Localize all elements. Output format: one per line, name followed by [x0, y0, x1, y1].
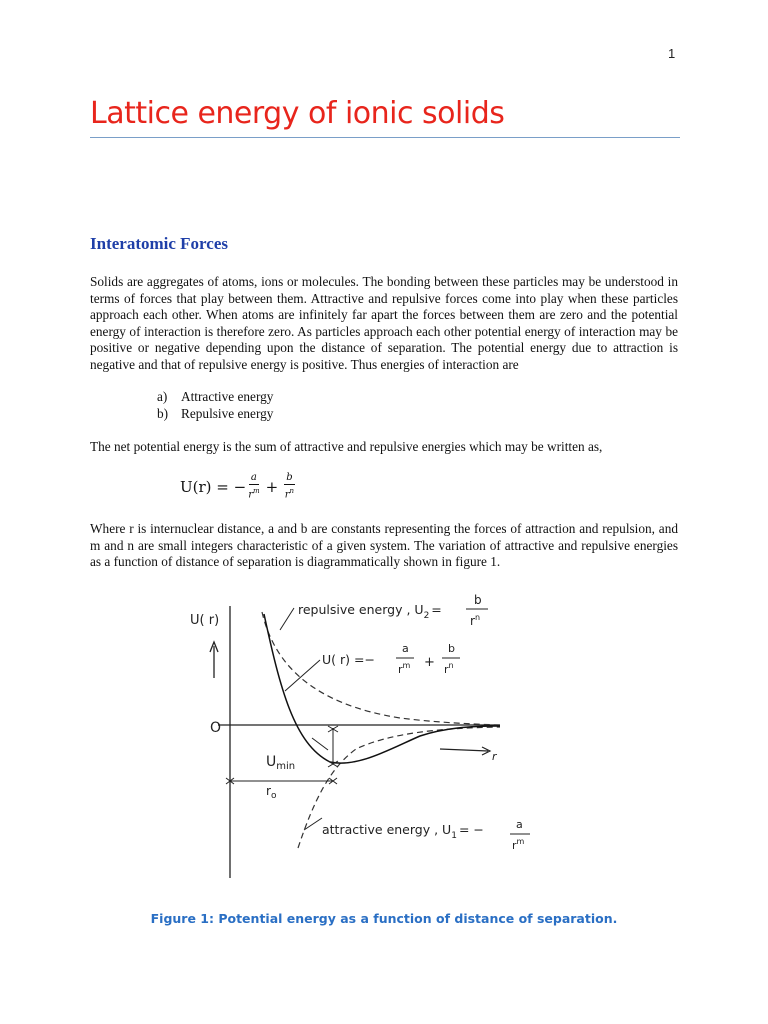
fraction-denominator: $r^m$: [248, 487, 260, 501]
energy-list: [157, 389, 273, 422]
list-item-text: Attractive energy: [181, 389, 274, 404]
umin-label: $U_{min}$: [266, 754, 296, 772]
x-axis-label: r: [492, 750, 497, 763]
net-leader-line: [285, 660, 320, 691]
r-arrow-icon: [440, 749, 488, 751]
net-fraction-a-denominator: $r^m$: [398, 661, 411, 676]
section-heading: Interatomic Forces: [90, 234, 228, 253]
fraction-denominator: $r^n$: [284, 487, 295, 501]
list-item: [157, 406, 273, 423]
fraction-repulsive: [284, 472, 294, 501]
fraction-numerator: a: [250, 472, 257, 484]
origin-label: O: [210, 720, 222, 736]
potential-energy-equation: [180, 470, 297, 504]
list-marker: b): [157, 405, 169, 421]
attractive-fraction-denominator: $r^m$: [512, 837, 525, 852]
equation-plus: +: [265, 478, 279, 496]
attractive-fraction-numerator: a: [516, 818, 523, 831]
fraction-numerator: b: [286, 472, 293, 484]
attractive-energy-label: attractive energy , $U_1$ = −: [322, 822, 484, 841]
net-potential-label: U( r) =−: [322, 652, 375, 667]
repulsive-energy-label: repulsive energy , $U_2$ =: [298, 602, 442, 621]
net-fraction-b-numerator: b: [448, 642, 455, 655]
page-number: 1: [668, 46, 676, 61]
list-item: [157, 389, 273, 406]
list-marker: a): [157, 389, 168, 404]
equation-lhs: U(r) = −: [180, 478, 247, 496]
figure-caption: Figure 1: Potential energy as a function of distance of separation.: [150, 911, 618, 926]
title-divider: [90, 137, 680, 138]
repulsive-leader-line: [280, 608, 294, 630]
repulsive-energy-curve: [262, 612, 500, 725]
repulsive-fraction-numerator: b: [474, 593, 482, 607]
paragraph-net-energy: The net potential energy is the sum of attractive and repulsive energies which may be written as,: [90, 439, 603, 454]
fraction-attractive: [248, 472, 259, 501]
repulsive-fraction-denominator: $r^n$: [470, 613, 481, 628]
net-fraction-a-numerator: a: [402, 642, 409, 655]
net-fraction-b-denominator: $r^n$: [444, 661, 454, 676]
potential-energy-figure: [170, 578, 540, 893]
r0-label: $r_o$: [266, 784, 277, 801]
net-plus: +: [424, 655, 435, 670]
list-item-text: Repulsive energy: [181, 405, 274, 421]
net-potential-curve: [264, 614, 500, 763]
paragraph-intro: Solids are aggregates of atoms, ions or molecules. The bonding between these particles may be understood in terms of forces that play between them. Attractive and repulsive forces come into play when these particles approach each other. When atoms are infinitely far apart the forces between them are zero and the potential energy of interaction is therefore zero. As particles approach each other potential energy of interaction may be positive or negative depending upon the distance of separation. The potential energy due to attraction is negative and that of repulsive energy is positive. Thus energies of interaction are: [90, 274, 678, 372]
paragraph-explanation: Where r is internuclear distance, a and b are constants representing the forces of attraction and repulsion, and m and n are small integers characteristic of a given system. The variation of attractive and repulsive energies as a function of distance of separation is diagrammatically shown in figure 1.: [90, 521, 678, 569]
potential-energy-diagram: [170, 578, 540, 893]
y-axis-label: U( r): [190, 613, 220, 628]
document-title: Lattice energy of ionic solids: [90, 96, 505, 131]
umin-leader-line: [312, 738, 328, 750]
